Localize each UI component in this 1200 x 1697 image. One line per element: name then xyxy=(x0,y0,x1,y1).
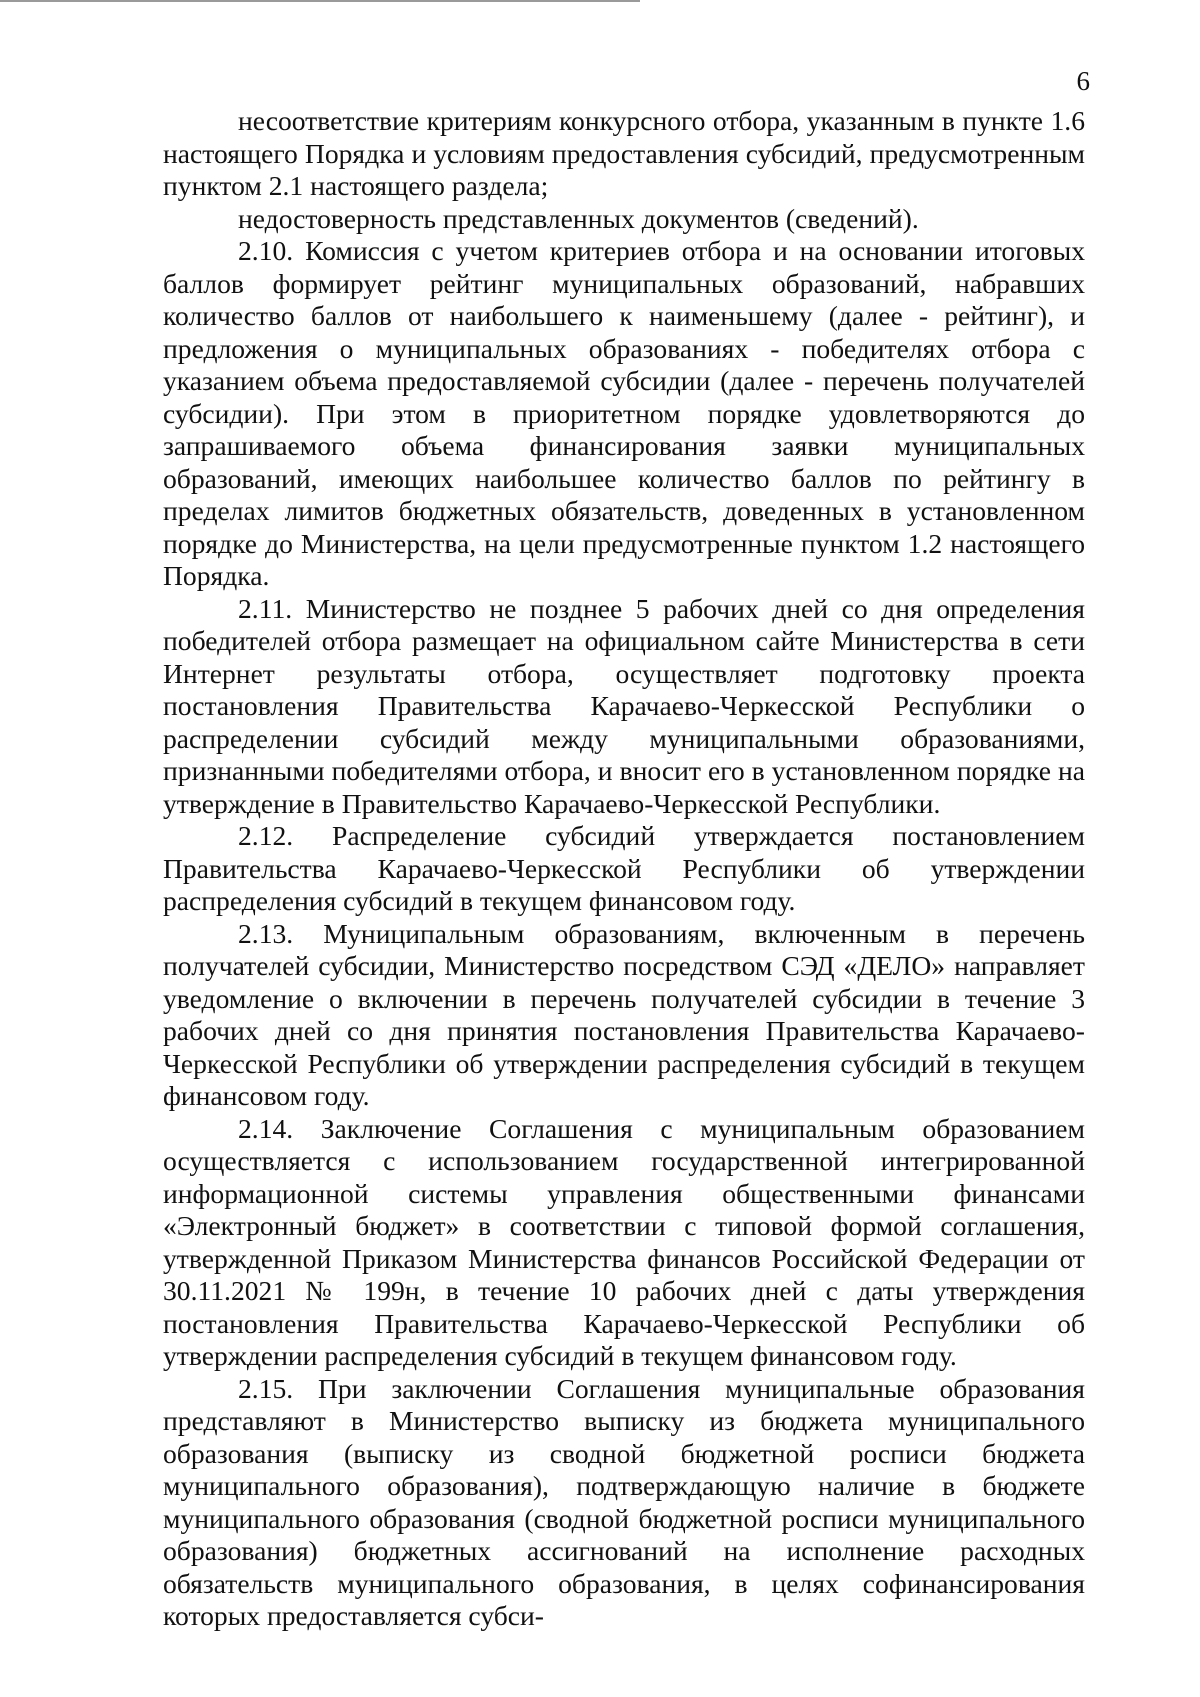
paragraph-2-11: 2.11. Министерство не позднее 5 рабочих дней со дня определения победителей отбора размещает на официальном сайте Министерства в сети Интернет результаты отбора, осуществляет подготовку проекта постановления Правительства Карачаево-Черкесской Республики о распределении субсидий между муниципальными образованиями, признанными победителями отбора, и вносит его в установленном порядке на утверждение в Правительство Карачаево-Черкесской Республики. xyxy=(163,592,1085,819)
paragraph-2-12: 2.12. Распределение субсидий утверждается постановлением Правительства Карачаево-Черкесской Республики об утверждении распределения субсидий в текущем финансовом году. xyxy=(163,820,1085,916)
paragraph-unreliable-documents: недостоверность представленных документов (сведений). xyxy=(238,202,919,234)
scan-edge-line xyxy=(0,0,640,2)
paragraph-2-10: 2.10. Комиссия с учетом критериев отбора и на основании итоговых баллов формирует рейтинг муниципальных образований, набравших количество баллов от наибольшего к наименьшему (далее - рейтинг), и предложения о муниципальных образованиях - победителях отбора с указанием объема предоставляемой субсидии (далее - перечень получателей субсидии). При этом в приоритетном порядке удовлетворяются до запрашиваемого объема финансирования заявки муниципальных образований, имеющих наибольшее количество баллов по рейтингу в пределах лимитов бюджетных обязательств, доведенных в установленном порядке до Министерства, на цели предусмотренные пунктом 1.2 настоящего Порядка. xyxy=(163,235,1085,591)
page-number: 6 xyxy=(1076,66,1090,96)
paragraph-criteria-mismatch: несоответствие критериям конкурсного отбора, указанным в пункте 1.6 настоящего Порядка и условиям предоставления субсидий, предусмотренным пунктом 2.1 настоящего раздела; xyxy=(163,105,1085,201)
paragraph-2-13: 2.13. Муниципальным образованиям, включенным в перечень получателей субсидии, Министерство посредством СЭД «ДЕЛО» направляет уведомление о включении в перечень получателей субсидии в течение 3 рабочих дней со дня принятия постановления Правительства Карачаево-Черкесской Республики об утверждении распределения субсидий в текущем финансовом году. xyxy=(163,917,1085,1111)
body-text xyxy=(163,105,1085,1633)
paragraph-2-15: 2.15. При заключении Соглашения муниципальные образования представляют в Министерство выписку из бюджета муниципального образования (выписку из сводной бюджетной росписи бюджета муниципального образования), подтверждающую наличие в бюджете муниципального образования (сводной бюджетной росписи муниципального образования) бюджетных ассигнований на исполнение расходных обязательств муниципального образования, в целях софинансирования которых предоставляется субси- xyxy=(163,1372,1085,1631)
paragraph-2-14: 2.14. Заключение Соглашения с муниципальным образованием осуществляется с использованием государственной интегрированной информационной системы управления общественными финансами «Электронный бюджет» в соответствии с типовой формой соглашения, утвержденной Приказом Министерства финансов Российской Федерации от 30.11.2021 № 199н, в течение 10 рабочих дней с даты утверждения постановления Правительства Карачаево-Черкесской Республики об утверждении распределения субсидий в текущем финансовом году. xyxy=(163,1112,1085,1371)
